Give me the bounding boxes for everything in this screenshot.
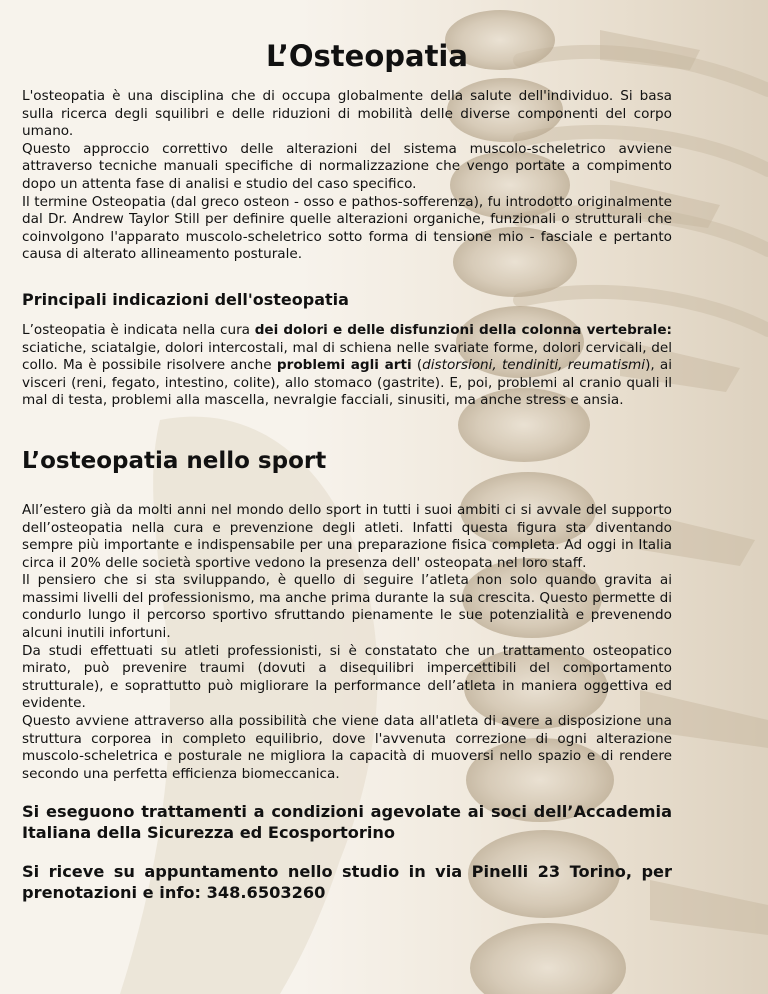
members-offer-text: Si eseguono trattamenti a condizioni agevolate ai soci dell’Accademia Italiana della Sicurezza ed Ecosportorino — [22, 802, 672, 843]
sport-paragraph-1: All’estero già da molti anni nel mondo dello sport in tutti i suoi ambiti ci si avvale del supporto dell’osteopatia nella cura e prevenzione degli atleti. Infatti questa figura sta diventando sempre più importante e indispensabile per una preparazione fisica completa. Ad oggi in Italia circa il 20% delle società sportive vedono la presenza dell' osteopata nel loro staff. — [22, 501, 672, 571]
page-title: L’Osteopatia — [266, 39, 468, 73]
sport-paragraph-3: Da studi effettuati su atleti professionisti, si è constatato che un trattamento osteopatico mirato, può prevenire traumi (dovuti a disequilibri impercettibili del comportamento strutturale), e soprattutto può migliorare la performance dell’atleta in maniera oggettiva ed evidente. — [22, 642, 672, 712]
intro-paragraph-2: Questo approccio correttivo delle alterazioni del sistema muscolo-scheletrico avviene attraverso tecniche manuali specifiche di normalizzazione che vengo portate a compimento dopo un attenta fase di analisi e studio del caso specifico. — [22, 140, 672, 192]
indications-text-2: sciatiche, sciatalgie, dolori intercostali, mal di schiena nelle svariate forme, dolori cervicali, del collo. Ma è possibile risolvere anche — [22, 339, 672, 374]
intro-paragraph-1: L'osteopatia è una disciplina che di occupa globalmente della salute dell'individuo. Si basa sulla ricerca degli squilibri e delle riduzioni di mobilità delle diverse componenti del corpo umano. — [22, 88, 672, 140]
sport-paragraph-4: Questo avviene attraverso alla possibilità che viene data all'atleta di avere a disposizione una struttura corporea in completo equilibrio, dove l'avvenuta correzione di ogni alterazione muscolo-scheletrica e posturale ne migliora la capacità di muoversi nello spazio e di rendere secondo una perfetta efficienza biomeccanica. — [22, 713, 672, 782]
indications-text-1: L’osteopatia è indicata nella cura — [22, 321, 255, 338]
document-page — [22, 0, 672, 903]
indications-text-4: ), ai visceri (reni, fegato, intestino, colite), allo stomaco (gastrite). E, poi, problemi al cranio quali il mal di testa, problemi alla mascella, nevralgie facciali, sinusiti, ma anche stress e ansia. — [22, 357, 673, 409]
indications-bold-limbs: problemi agli arti — [276, 357, 412, 374]
indications-text-3: ( — [411, 357, 423, 374]
sport-heading: L’osteopatia nello sport — [22, 447, 327, 474]
appointment-info-text: Si riceve su appuntamento nello studio in via Pinelli 23 Torino, per prenotazioni e info: 348.6503260 — [22, 862, 672, 903]
sport-paragraph-2: Il pensiero che si sta sviluppando, è quello di seguire l’atleta non solo quando gravita ai massimi livelli del professionismo, ma anche prima durante la sua crescita. Questo permette di condurlo lungo il percorso sportivo sfruttando pienamente le sue potenzialità e prevenendo alcuni inutili infortuni. — [22, 572, 672, 642]
intro-section — [22, 88, 672, 264]
sport-section — [22, 502, 672, 784]
indications-bold-spine: dei dolori e delle disfunzioni della colonna vertebrale: — [254, 321, 672, 338]
indications-italic-conditions: distorsioni, tendiniti, reumatismi — [422, 357, 646, 374]
indications-heading: Principali indicazioni dell'osteopatia — [22, 289, 349, 309]
intro-paragraph-3: Il termine Osteopatia (dal greco osteon - osso e pathos-sofferenza), fu introdotto originalmente dal Dr. Andrew Taylor Still per definire quelle alterazioni organiche, funzionali o strutturali che coinvolgono l'apparato muscolo-scheletrico sotto forma di tensione mio - fasciale e pertanto causa di alterato allineamento posturale. — [22, 193, 672, 263]
indications-paragraph — [22, 322, 672, 410]
